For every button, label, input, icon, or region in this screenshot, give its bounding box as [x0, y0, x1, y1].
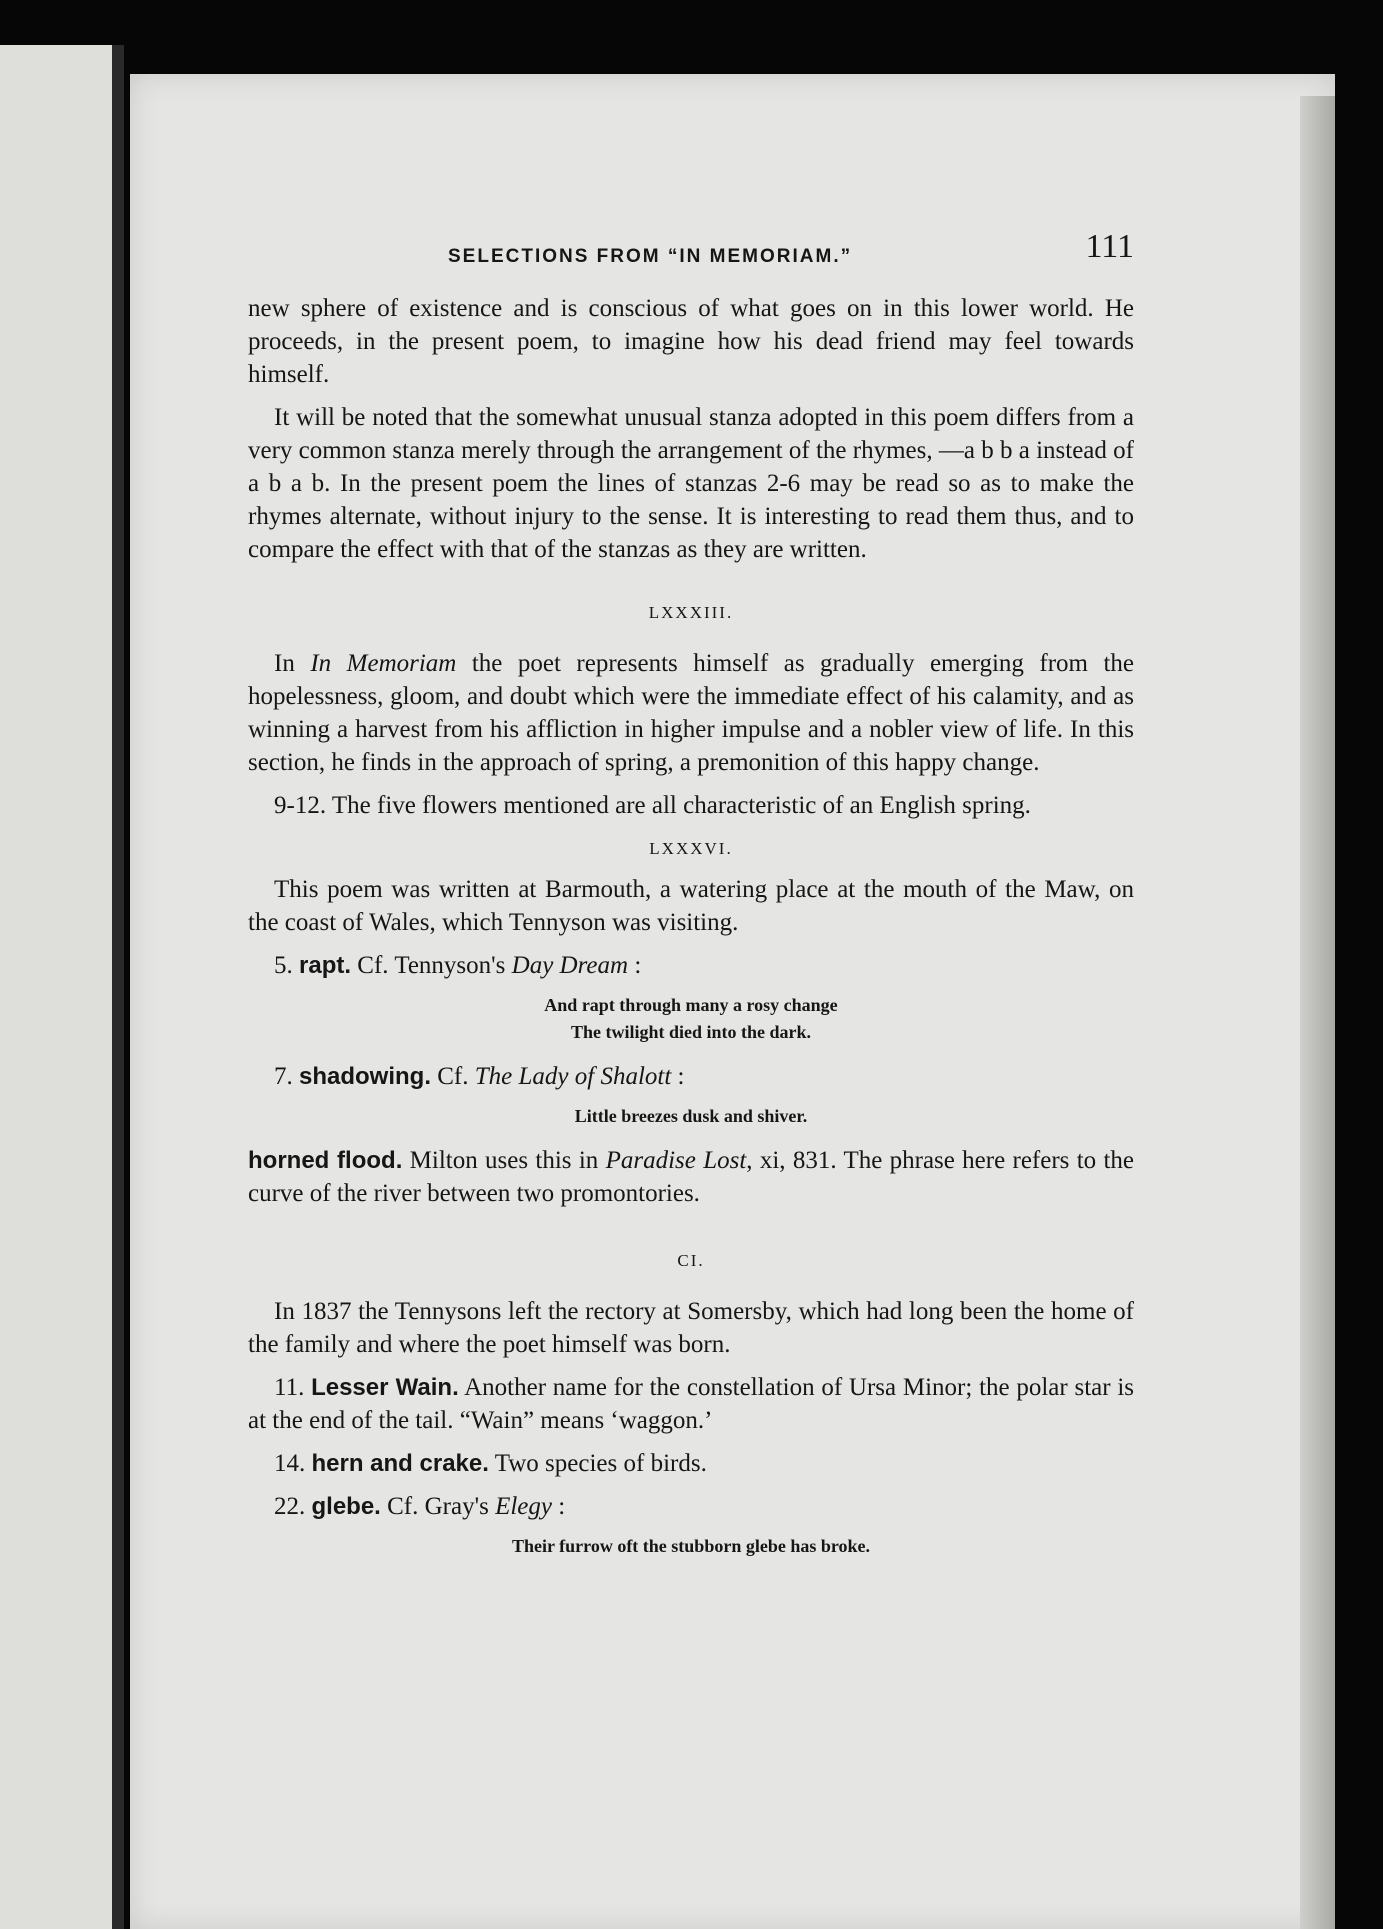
page-content	[248, 230, 1134, 1574]
binding-shadow	[112, 45, 124, 1929]
sec101-note-11: 11. Lesser Wain. Another name for the constellation of Ursa Minor; the polar star is at the end of the tail. “Wain” means ‘waggon.’	[248, 1374, 1134, 1434]
work-title: In Memoriam	[310, 650, 457, 677]
sec101-note-22: 22. glebe. Cf. Gray's Elegy :	[274, 1493, 566, 1520]
sec86-note-7: 7. shadowing. Cf. The Lady of Shalott :	[274, 1063, 685, 1090]
section-heading-lxxxiii: LXXXIII.	[648, 603, 734, 622]
sec83-paragraph: In In Memoriam the poet represents himself as gradually emerging from the hopelessness, gloom, and doubt which were the immediate effect of his calamity, and as winning a harvest from his affliction in higher impulse and a nobler view of life. In this section, he finds in the approach of spring, a premonition of this happy change.	[248, 650, 1135, 776]
sec83-note-9-12: 9-12. The five flowers mentioned are all characteristic of an English spring.	[274, 792, 1031, 819]
quote-lady-of-shalott: Little breezes dusk and shiver.	[574, 1106, 808, 1126]
quote-day-dream: And rapt through many a rosy change The twilight died into the dark.	[544, 995, 838, 1042]
sec86-note-5: 5. rapt. Cf. Tennyson's Day Dream :	[274, 952, 642, 979]
sec101-paragraph: In 1837 the Tennysons left the rectory at Somersby, which had long been the home of the family and where the poet himself was born.	[248, 1298, 1134, 1358]
page-edge	[1300, 96, 1335, 1929]
running-head	[248, 230, 1134, 282]
quote-elegy: Their furrow oft the stubborn glebe has broke.	[511, 1536, 871, 1556]
section-heading-ci: CI.	[677, 1251, 705, 1270]
intro-paragraph-1: new sphere of existence and is conscious of what goes on in this lower world. He proceeds, in the present poem, to imagine how his dead friend may feel towards himself.	[248, 295, 1134, 388]
intro-paragraph-2: It will be noted that the somewhat unusual stanza adopted in this poem differs from a very common stanza merely through the arrangement of the rhymes, —a b b a instead of a b a b. In the present poem the lines of stanzas 2-6 may be read so as to make the rhymes alternate, without injury to the sense. It is interesting to read them thus, and to compare the effect with that of the stanzas as they are written.	[248, 404, 1134, 563]
section-heading-lxxxvi: LXXXVI.	[649, 839, 733, 858]
adjacent-page-edge	[0, 45, 122, 1929]
sec101-note-14: 14. hern and crake. Two species of birds.	[274, 1450, 707, 1477]
page-number: 111	[1085, 228, 1134, 265]
running-title: SELECTIONS FROM “IN MEMORIAM.”	[448, 246, 853, 267]
sec86-note-horned-flood: horned flood. Milton uses this in Paradise Lost, xi, 831. The phrase here refers to the curve of the river between two promontories.	[248, 1147, 1135, 1207]
sec86-paragraph: This poem was written at Barmouth, a watering place at the mouth of the Maw, on the coast of Wales, which Tennyson was visiting.	[248, 876, 1134, 936]
